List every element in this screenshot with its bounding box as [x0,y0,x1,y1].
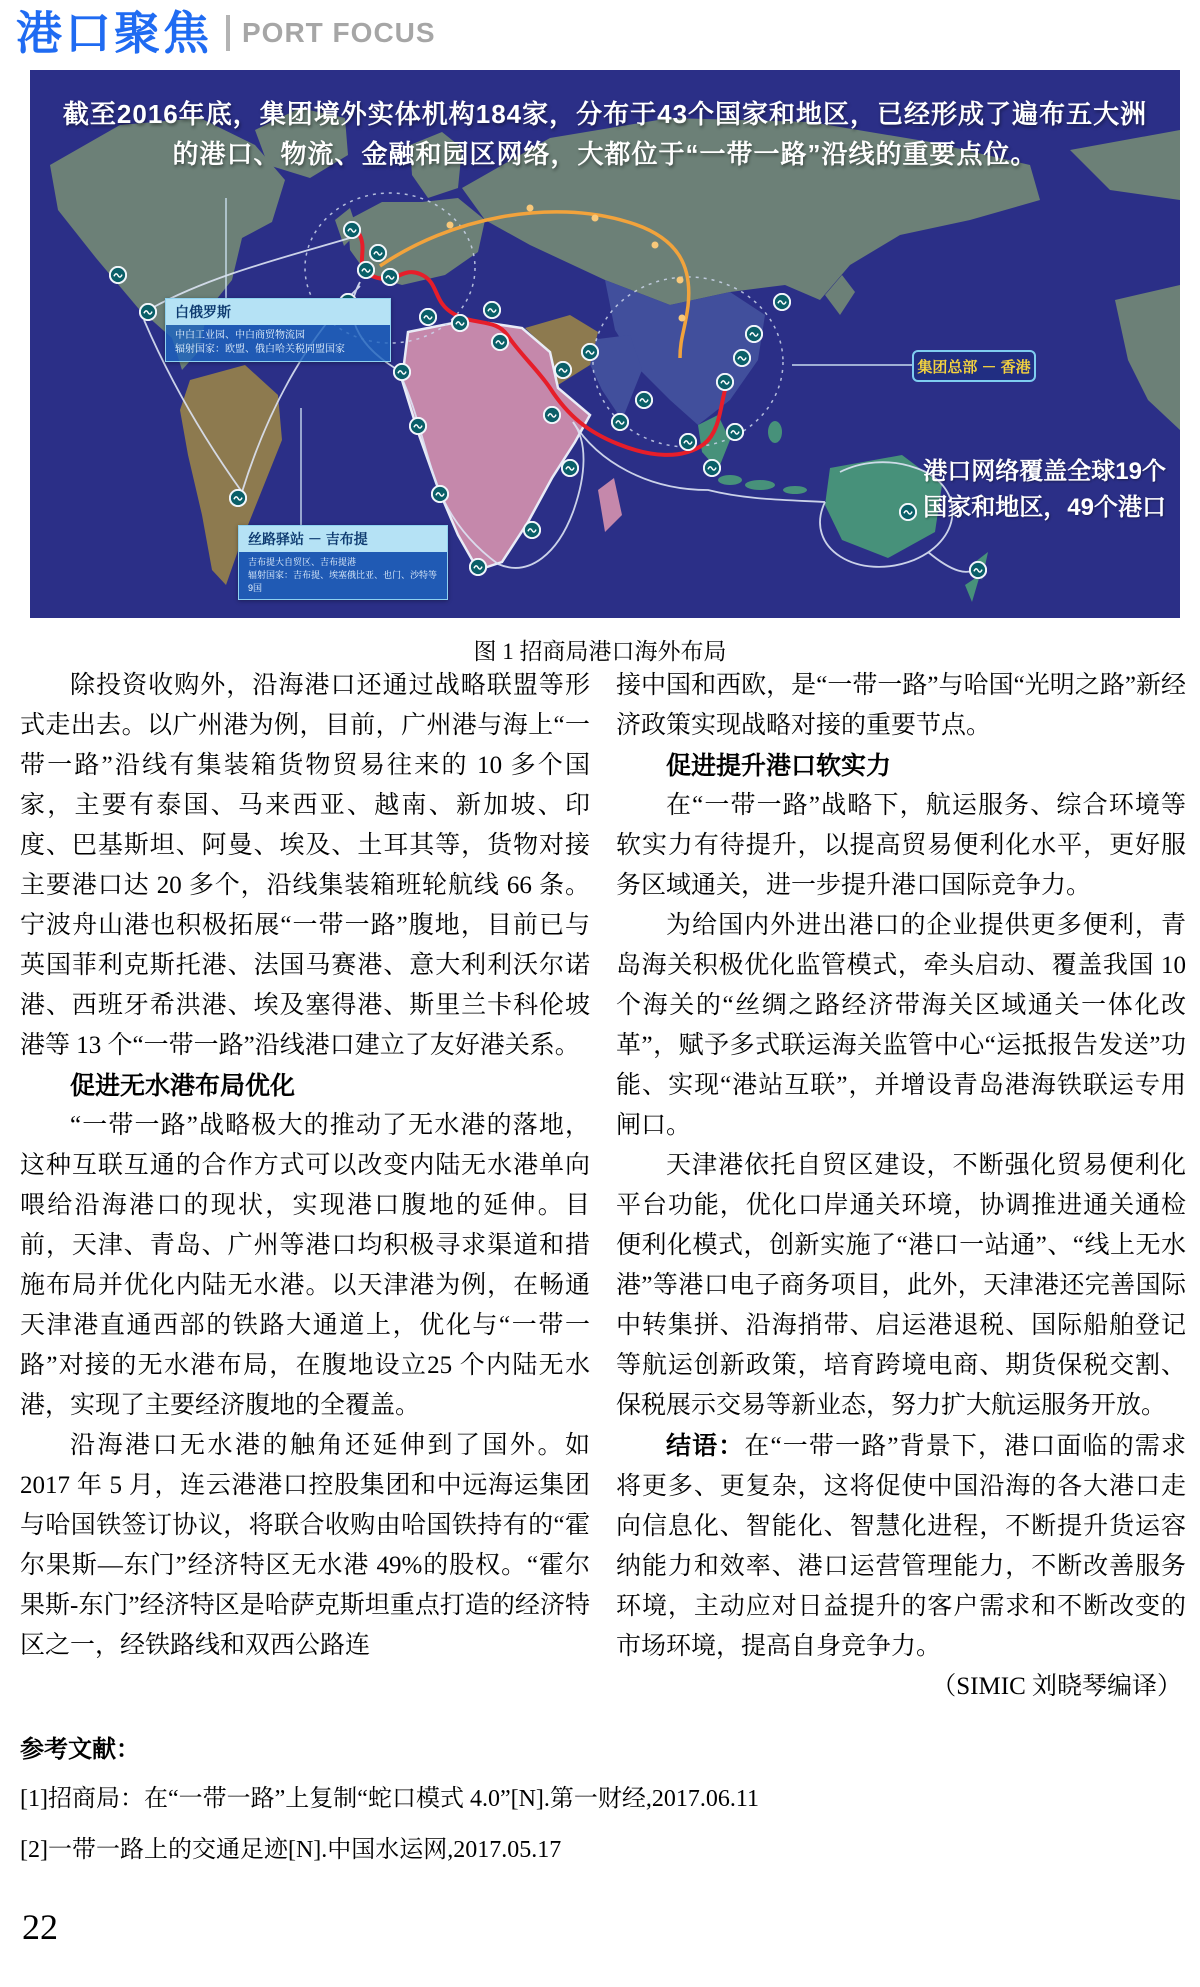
port-marker-icon [704,460,720,476]
port-marker-icon [970,562,986,578]
port-marker-icon [230,490,246,506]
map-label-belarus-line2: 辐射国家：欧盟、俄白哈关税同盟国家 [175,344,345,355]
header-divider [226,15,230,51]
port-marker-icon [774,294,790,310]
map-coverage-line2: 国家和地区，49个港口 [923,494,1166,521]
section-title-english: PORT FOCUS [242,17,436,48]
map-coverage-note [923,454,1166,526]
port-marker-icon [140,304,156,320]
port-marker-icon [394,364,410,380]
article-body [20,666,1186,1880]
references-section [20,1729,1186,1864]
references-heading: 参考文献： [20,1736,140,1763]
port-marker-icon [746,326,762,342]
map-headline [40,94,1170,174]
world-map-figure [30,70,1180,618]
port-marker-icon [358,262,374,278]
island-indonesia [783,486,807,494]
reference-item: [1]招商局：在“一带一路”上复制“蛇口模式 4.0”[N].第一财经,2017.06.11 [20,1786,760,1812]
subheading-soft-power: 促进提升港口软实力 [666,752,892,780]
paragraph: 为给国内外进出港口的企业提供更多便利，青岛海关积极优化监管模式，牵头启动、覆盖我国 10 个海关的“丝绸之路经济带海关区域通关一体化改革”，赋予多式联运海关监管中心“运抵报告发送”功能、实现“港站互联”，并增设青岛港海铁联运专用闸口。 [616,912,1186,1139]
right-column [616,666,1186,1707]
paragraph: 天津港依托自贸区建设，不断强化贸易便利化平台功能，优化口岸通关环境，协调推进通关通检便利化模式，创新实施了“港口一站通”、“线上无水港”等港口电子商务项目，此外，天津港还完善国际中转集拼、沿海捎带、启运港退税、国际船舶登记等航运创新政策，培育跨境电商、期货保税交割、保税展示交易等新业态，努力扩大航运服务开放。 [616,1152,1186,1419]
conclusion-paragraph [616,1426,1186,1667]
map-label-belarus-line1: 中白工业园、中白商贸物流园 [175,330,305,341]
page-number: 22 [22,1907,58,1947]
map-label-djibouti [238,525,448,600]
translator-byline: （SIMIC 刘晓琴编译） [931,1673,1182,1700]
map-label-djibouti-title: 丝路驿站 － 吉布提 [239,526,447,552]
port-marker-icon [727,424,743,440]
port-marker-icon [370,245,386,261]
map-label-belarus-body [166,325,390,361]
port-marker-icon [900,504,916,520]
section-title-chinese: 港口聚焦 [16,7,212,59]
port-marker-icon [484,302,500,318]
port-marker-icon [452,315,468,331]
figure-caption: 图 1 招商局港口海外布局 [473,639,727,664]
map-label-belarus [165,298,391,362]
map-coverage-line1: 港口网络覆盖全球19个 [923,458,1166,485]
port-marker-icon [382,269,398,285]
port-marker-icon [717,374,733,390]
conclusion-text: 在“一带一路”背景下，港口面临的需求将更多、更复杂，这将促使中国沿海的各大港口走向信息化、智能化、智慧化进程，不断提升货运容纳能力和效率、港口运营管理能力，不断改善服务环境，主动应对日益提升的客户需求和不断改变的市场环境，提高自身竞争力。 [616,1433,1186,1660]
left-column [20,666,590,1707]
port-marker-icon [734,350,750,366]
port-marker-icon [420,309,436,325]
map-label-djibouti-body [239,552,447,599]
map-headline-line1: 截至2016年底，集团境外实体机构184家，分布于43个国家和地区，已经形成了遍布五大洲 [62,99,1148,129]
map-label-belarus-title: 白俄罗斯 [166,299,390,325]
port-marker-icon [470,559,486,575]
conclusion-lead: 结语： [666,1432,745,1460]
port-marker-icon [680,434,696,450]
island-indonesia [745,480,775,490]
port-marker-icon [636,392,652,408]
paragraph: “一带一路”战略极大的推动了无水港的落地，这种互联互通的合作方式可以改变内陆无水港单向喂给沿海港口的现状，实现港口腹地的延伸。目前，天津、青岛、广州等港口均积极寻求渠道和措施布局并优化内陆无水港。以天津港为例，在畅通天津港直通西部的铁路大通道上，优化与“一带一路”对接的无水港布局，在腹地设立25 个内陆无水港，实现了主要经济腹地的全覆盖。 [20,1112,590,1419]
port-marker-icon [544,407,560,423]
section-header [16,7,436,59]
port-marker-icon [432,486,448,502]
port-marker-icon [562,460,578,476]
paragraph: 接中国和西欧，是“一带一路”与哈国“光明之路”新经济政策实现战略对接的重要节点。 [616,672,1186,739]
port-marker-icon [555,362,571,378]
port-marker-icon [524,522,540,538]
port-marker-icon [344,222,360,238]
map-label-djibouti-line1: 吉布提大自贸区、吉布提港 [248,557,357,567]
port-marker-icon [612,414,628,430]
port-marker-icon [110,267,126,283]
port-marker-icon [410,418,426,434]
paragraph: 在“一带一路”战略下，航运服务、综合环境等软实力有待提升，以提高贸易便利化水平，更好服务区域通关，进一步提升港口国际竞争力。 [616,792,1186,899]
port-marker-icon [582,344,598,360]
map-label-hq-hongkong: 集团总部 － 香港 [912,350,1036,382]
paragraph: 沿海港口无水港的触角还延伸到了国外。如2017 年 5 月，连云港港口控股集团和中远海运集团与哈国铁签订协议，将联合收购由哈国铁持有的“霍尔果斯—东门”经济特区无水港 49%的股权。“霍尔果斯-东门”经济特区是哈萨克斯坦重点打造的经济特区之一，经铁路线和双西公路连 [20,1432,590,1659]
paragraph: 除投资收购外，沿海港口还通过战略联盟等形式走出去。以广州港为例，目前，广州港与海上“一带一路”沿线有集装箱货物贸易往来的 10 多个国家，主要有泰国、马来西亚、越南、新加坡、印度、巴基斯坦、阿曼、埃及、土耳其等，货物对接主要港口达 20 多个，沿线集装箱班轮航线 66 条。宁波舟山港也积极拓展“一带一路”腹地，目前已与英国菲利克斯托港、法国马赛港、意大利利沃尔诺港、西班牙希洪港、埃及塞得港、斯里兰卡科伦坡港等 13 个“一带一路”沿线港口建立了友好港关系。 [20,672,590,1059]
reference-item: [2]一带一路上的交通足迹[N].中国水运网,2017.05.17 [20,1837,562,1863]
island-philippines [768,421,782,443]
port-marker-icon [492,334,508,350]
map-label-djibouti-line2: 辐射国家：吉布提、埃塞俄比亚、也门、沙特等9国 [248,570,438,593]
island-indonesia [718,475,742,485]
subheading-dry-port-layout: 促进无水港布局优化 [70,1072,296,1100]
map-headline-line2: 的港口、物流、金融和园区网络，大都位于“一带一路”沿线的重要点位。 [172,139,1038,169]
